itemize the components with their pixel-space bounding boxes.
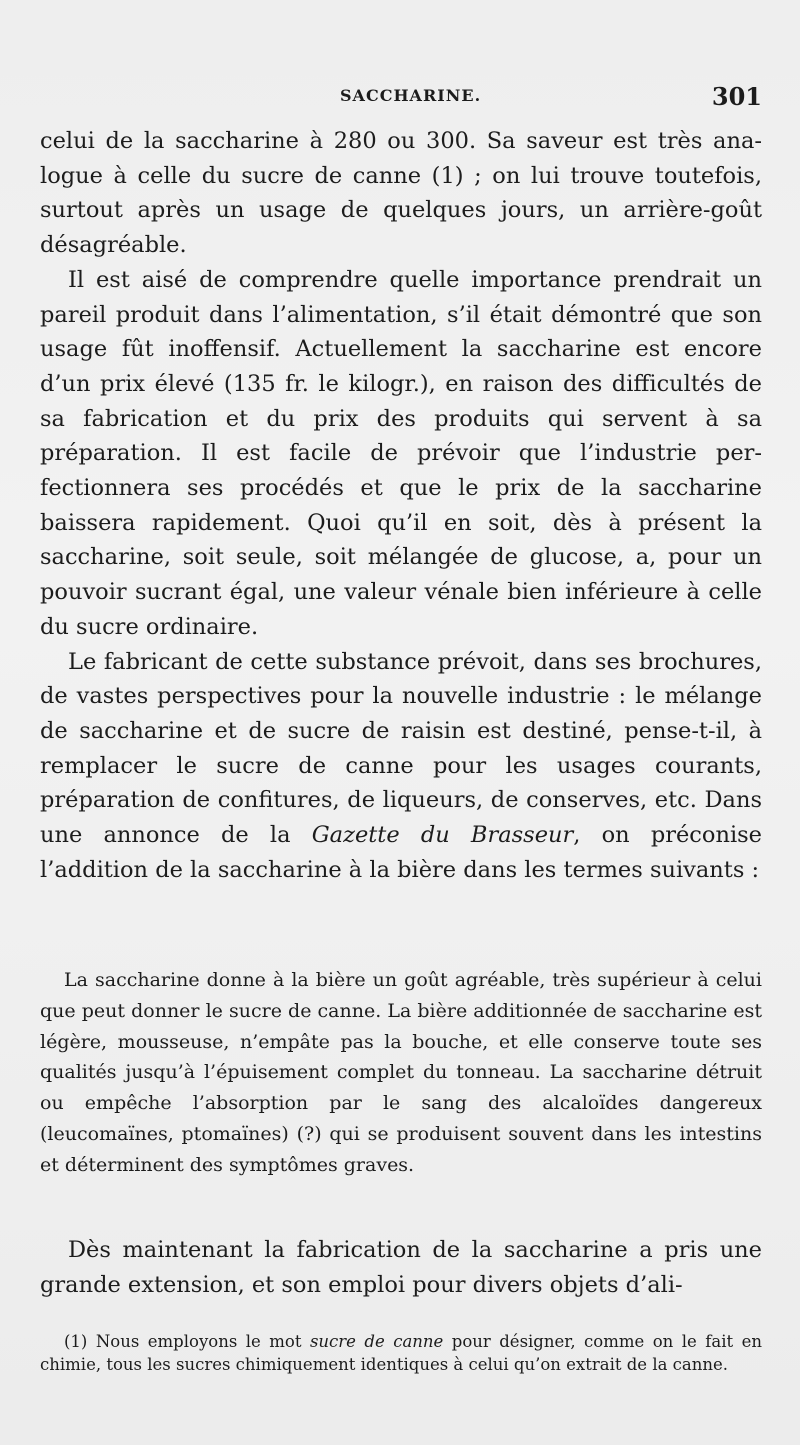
footnote-italic-term: sucre de canne — [309, 1332, 444, 1351]
footnote-text-end: pour désigner, comme on le fait en chimie, tous les sucres chimiquement identiques à celui qu’on extrait de la canne. — [40, 1332, 762, 1374]
page-header — [40, 82, 762, 112]
block-quote: La saccharine donne à la bière un goût agréable, très supérieur à celui que peut donner le sucre de canne. La bière additionnée de saccharine est légère, mousseuse, n’empâte pas la bouche, et elle conserve toute ses qualités jusqu’à l’épuisement complet du tonneau. La saccharine détruit ou empêche l’absorption par le sang des alcaloïdes dangereux (leucomaïnes, ptomaïnes) (?) qui se produisent souvent dans les intestins et déterminent des symptômes graves. — [40, 969, 762, 1176]
footnote — [40, 1330, 762, 1376]
paragraph-2: Il est aisé de comprendre quelle importance prendrait un pareil produit dans l’alimentation, s’il était démontré que son usage fût inoffensif. Actuellement la saccharine est encore d’un prix élevé (135 fr. le kilogr.), en raison des difficultés de sa fabrication et du prix des produits qui servent à sa préparation. Il est facile de prévoir que l’industrie perfectionnera ses procédés et que le prix de la saccharine baissera rapidement. Quoi qu’il en soit, dès à présent la saccharine, soit seule, soit mélangée de glucose, a, pour un pouvoir sucrant égal, une valeur vénale bien inférieure à celle du sucre ordinaire. — [40, 266, 762, 640]
running-title: SACCHARINE. — [340, 86, 482, 105]
paragraph-3-text-start: Le fabricant de cette substance prévoit, dans ses brochures, de vastes perspectives pour la nouvelle industrie : le mélange de saccharine et de sucre de raisin est destiné, pense-t-il, à remplacer le sucre de canne pour les usages courants, préparation de confitures, de liqueurs, de conserves, etc. Dans une annonce de la — [40, 648, 762, 849]
closing-paragraph: Dès maintenant la fabrication de la saccharine a pris une grande extension, et son emploi pour divers objets d’ali- — [40, 1237, 762, 1298]
footnote-text-start: (1) Nous employons le mot — [64, 1332, 310, 1351]
main-text — [40, 124, 762, 887]
page-number: 301 — [711, 82, 762, 111]
paragraph-1: celui de la saccharine à 280 ou 300. Sa saveur est très analogue à celle du sucre de canne (1) ; on lui trouve toutefois, surtout après un usage de quelques jours, un arrière-goût désagréable. — [40, 128, 762, 259]
paragraph-3 — [40, 645, 762, 888]
paragraph-3-text-end: , on préconise l’addition de la saccharine à la bière dans les termes suivants : — [40, 822, 762, 883]
periodical-title: Gazette du Brasseur — [311, 822, 574, 849]
